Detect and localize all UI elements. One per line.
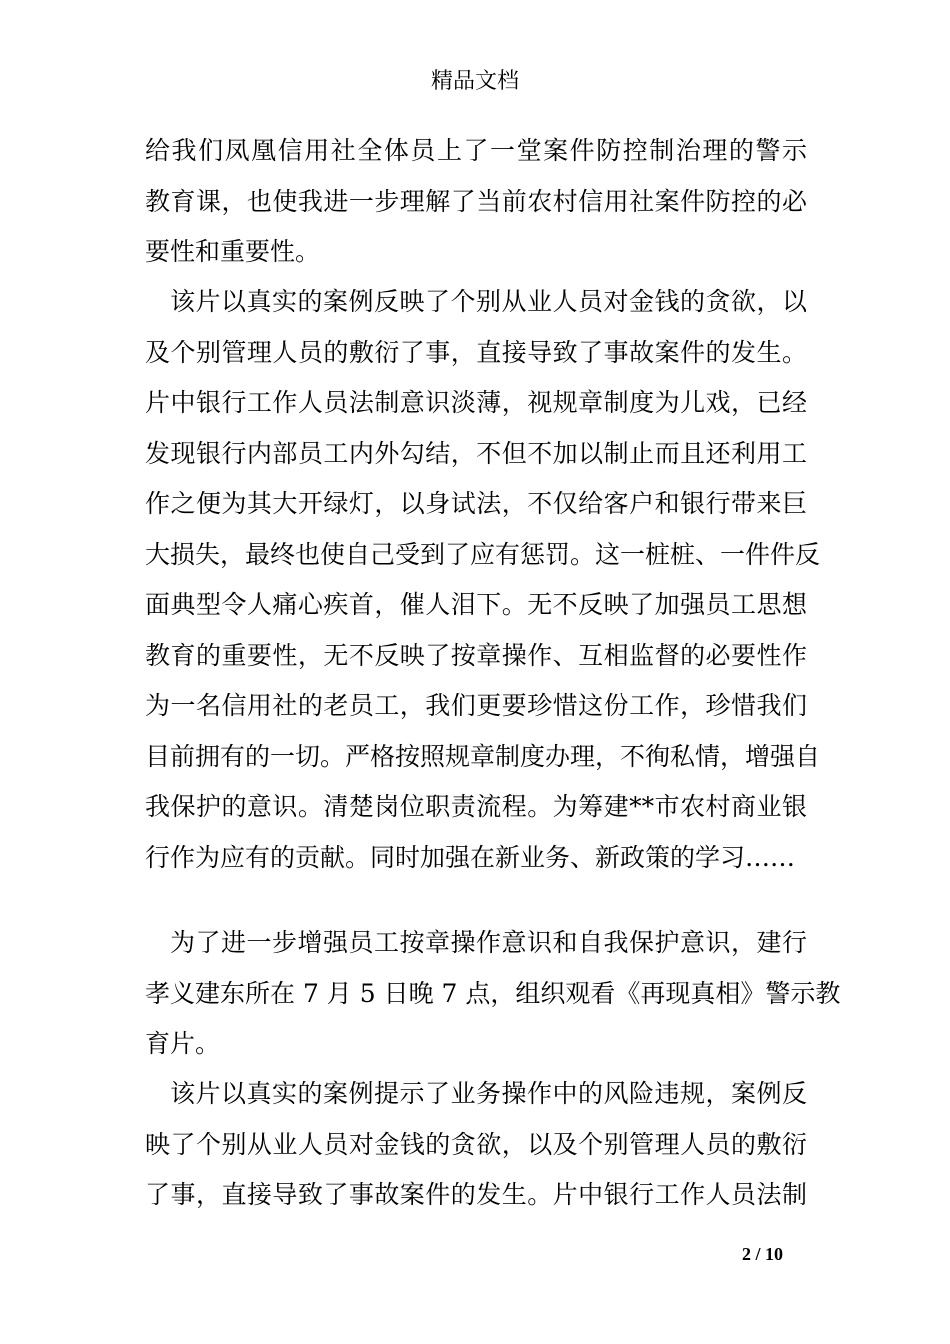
paragraph-line: 大损失，最终也使自己受到了应有惩罚。这一桩桩、一件件反 [145,539,821,569]
paragraph-line: 映了个别从业人员对金钱的贪欲，以及个别管理人员的敷衍 [145,1129,807,1159]
paragraph-3 [145,918,841,1070]
paragraph-line: 要性和重要性。 [145,237,321,266]
paragraph-2 [145,277,821,883]
paragraph-line: 该片以真实的案例提示了业务操作中的风险违规，案例反 [170,1079,807,1108]
paragraph-line: 我保护的意识。清楚岗位职责流程。为筹建**市农村商业银 [145,792,807,821]
paragraph-line: 孝义建东所在 7 月 5 日晚 7 点，组织观看《再现真相》警示教 [145,978,841,1008]
paragraph-line: 行作为应有的贡献。同时加强在新业务、新政策的学习…… [145,842,796,872]
paragraph-line: 发现银行内部员工内外勾结，不但不加以制止而且还利用工 [145,438,807,468]
page-header: 精品文档 [430,69,519,94]
paragraph-line: 为一名信用社的老员工，我们更要珍惜这份工作，珍惜我们 [145,691,807,720]
paragraph-1 [145,126,807,278]
paragraph-4 [145,1069,807,1221]
paragraph-line: 该片以真实的案例反映了个别从业人员对金钱的贪欲，以 [170,287,807,316]
paragraph-line: 了事，直接导致了事故案件的发生。片中银行工作人员法制 [145,1180,807,1209]
paragraph-line: 及个别管理人员的敷衍了事，直接导致了事故案件的发生。 [145,337,807,367]
paragraph-line: 为了进一步增强员工按章操作意识和自我保护意识，建行 [170,928,807,957]
paragraph-line: 教育的重要性，无不反映了按章操作、互相监督的必要性作 [145,640,807,670]
page-number: 2 / 10 [742,1244,784,1264]
paragraph-line: 给我们凤凰信用社全体员上了一堂案件防控制治理的警示 [145,136,807,165]
paragraph-line: 片中银行工作人员法制意识淡薄，视规章制度为儿戏，已经 [145,388,807,417]
paragraph-line: 目前拥有的一切。严格按照规章制度办理，不徇私情，增强自 [145,741,821,771]
paragraph-line: 育片。 [145,1029,221,1058]
paragraph-line: 面典型令人痛心疾首，催人泪下。无不反映了加强员工思想 [145,590,807,619]
paragraph-line: 作之便为其大开绿灯，以身试法，不仅给客户和银行带来巨 [145,489,807,518]
paragraph-line: 教育课，也使我进一步理解了当前农村信用社案件防控的必 [145,186,807,216]
